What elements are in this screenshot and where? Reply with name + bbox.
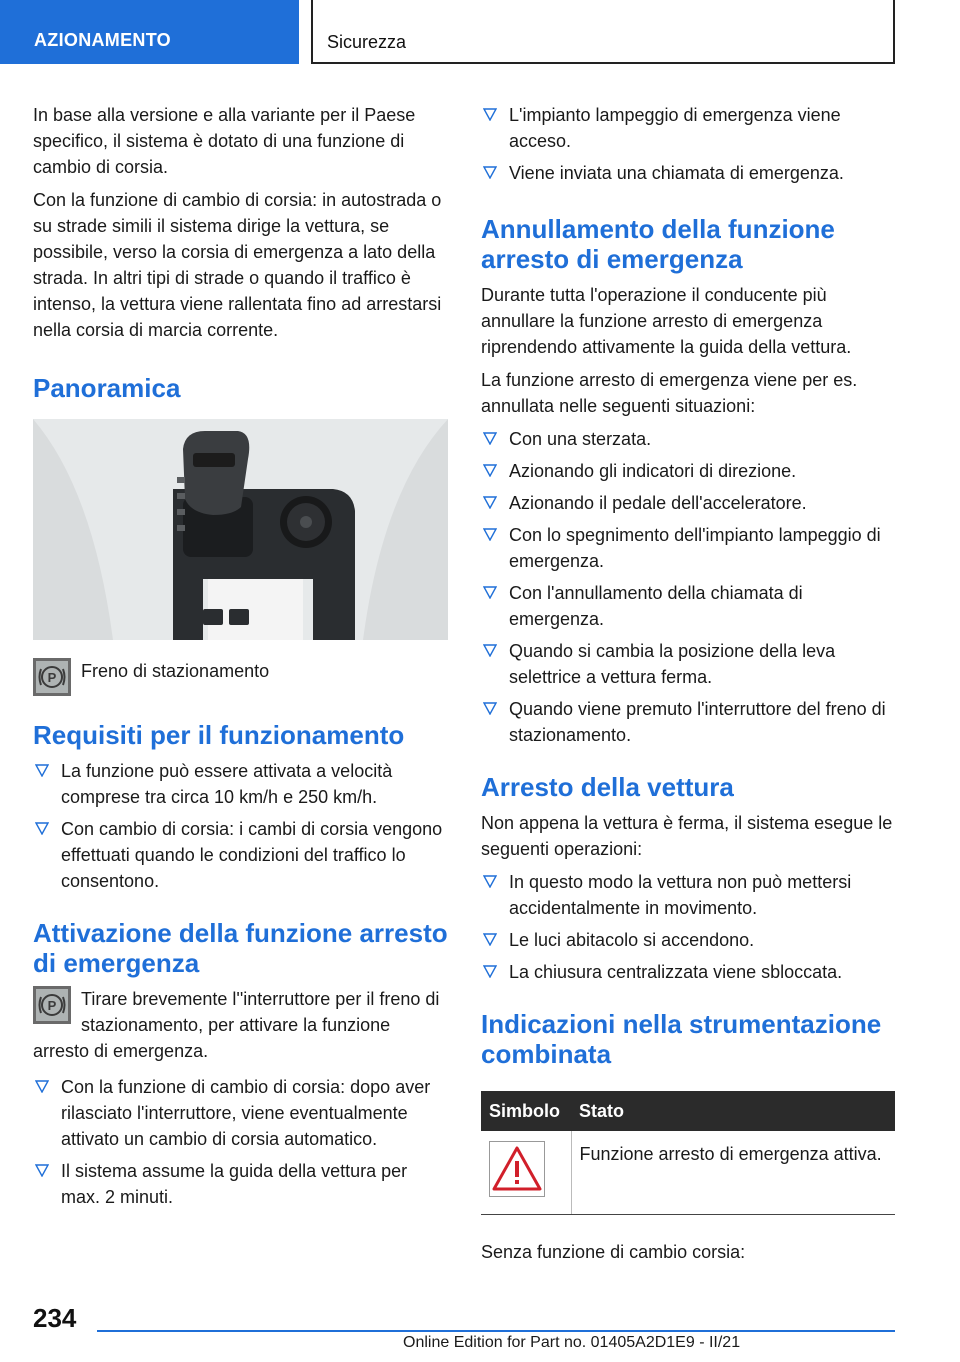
intro-paragraph-2: Con la funzione di cambio di corsia: in autostrada o su strade simili il sistema dirige la vettura, se possibile, verso la corsia di emergenza a lato della strada. In altri tipi di strade o quando il traffico è intenso, la vettura viene rallentata fino ad arrestarsi nella corsia di marcia corrente. [33,190,442,340]
activation-list [33,1074,448,1210]
parking-brake-icon [33,986,71,1024]
svg-text:P: P [47,998,57,1013]
list-item: Azionando il pedale dell'acceleratore. [481,490,895,516]
requirements-heading: Requisiti per il funzionamento [33,720,405,750]
triangle-bullet-icon [483,495,497,509]
stop-paragraph: Non appena la vettura è ferma, il sistema esegue le seguenti operazioni: [481,813,893,859]
activation-heading: Attivazione della funzione arresto di emergenza [33,918,448,978]
table-row [481,1131,895,1215]
triangle-bullet-icon [483,527,497,541]
list-item: Le luci abitacolo si accendono. [481,927,895,953]
column-state: Stato [571,1091,895,1131]
triangle-bullet-icon [483,643,497,657]
triangle-bullet-icon [483,874,497,888]
emergency-actions-list [481,102,895,186]
left-column [33,102,448,1216]
list-item: L'impianto lampeggio di emergenza viene acceso. [481,102,895,154]
indicator-table [481,1091,895,1215]
requirements-list [33,758,448,894]
intro-paragraph-1: In base alla versione e alla variante per il Paese specifico, il sistema è dotato di una funzione di cambio di corsia. [33,105,416,177]
list-item: Con cambio di corsia: i cambi di corsia vengono effettuati quando le condizioni del traffico lo consentono. [33,816,448,894]
right-column [481,102,895,1265]
list-item: Quando viene premuto l'interruttore del freno di stazionamento. [481,696,895,748]
cancel-paragraph-2: La funzione arresto di emergenza viene per es. annullata nelle seguenti situazioni: [481,370,858,416]
triangle-bullet-icon [35,821,49,835]
triangle-bullet-icon [35,1163,49,1177]
list-item: In questo modo la vettura non può mettersi accidentalmente in movimento. [481,869,895,921]
list-item: Il sistema assume la guida della vettura per max. 2 minuti. [33,1158,448,1210]
svg-text:P: P [47,670,57,685]
state-cell: Funzione arresto di emergenza attiva. [571,1131,895,1215]
parking-brake-caption [33,658,448,702]
list-item: La funzione può essere attivata a velocità comprese tra circa 10 km/h e 250 km/h. [33,758,448,810]
overview-heading: Panoramica [33,373,181,403]
parking-brake-icon [33,658,71,696]
triangle-bullet-icon [483,701,497,715]
footer-divider [97,1330,895,1332]
stop-list [481,869,895,985]
triangle-bullet-icon [35,1079,49,1093]
activation-text: Tirare brevemente l''interruttore per il freno di stazionamento, per attivare la funzione arresto di emergenza. [33,989,440,1061]
triangle-bullet-icon [483,932,497,946]
triangle-bullet-icon [483,585,497,599]
column-symbol: Simbolo [481,1091,571,1131]
triangle-bullet-icon [483,165,497,179]
list-item: Azionando gli indicatori di direzione. [481,458,895,484]
list-item: Quando si cambia la posizione della leva selettrice a vettura ferma. [481,638,895,690]
cancel-heading: Annullamento della funzione arresto di emergenza [481,214,835,274]
list-item: Con la funzione di cambio di corsia: dopo aver rilasciato l'interruttore, viene eventualmente attivato un cambio di corsia automatico. [33,1074,448,1152]
footer-edition: Online Edition for Part no. 01405A2D1E9 - II/21 [403,1334,741,1351]
list-item: La chiusura centralizzata viene sbloccata. [481,959,895,985]
parking-brake-label: Freno di stazionamento [81,661,270,681]
gear-selector-photo [33,419,448,640]
chapter-tab: AZIONAMENTO [0,0,299,64]
cancel-paragraph-1: Durante tutta l'operazione il conducente più annullare la funzione arresto di emergenza riprendendo attivamente la guida della vettura. [481,285,852,357]
list-item: Con una sterzata. [481,426,895,452]
triangle-bullet-icon [483,107,497,121]
activation-instruction [33,986,448,1064]
warning-triangle-icon [489,1141,545,1197]
closing-text: Senza funzione di cambio corsia: [481,1242,746,1262]
list-item: Con lo spegnimento dell'impianto lampeggio di emergenza. [481,522,895,574]
page-number: 234 [33,1303,77,1333]
stop-heading: Arresto della vettura [481,772,734,802]
indicators-heading: Indicazioni nella strumentazione combinata [481,1009,882,1069]
table-header-row [481,1091,895,1131]
triangle-bullet-icon [483,964,497,978]
cancel-list [481,426,895,748]
section-title: Sicurezza [311,0,895,64]
symbol-cell [481,1131,571,1215]
triangle-bullet-icon [483,463,497,477]
triangle-bullet-icon [483,431,497,445]
list-item: Viene inviata una chiamata di emergenza. [481,160,895,186]
triangle-bullet-icon [35,763,49,777]
list-item: Con l'annullamento della chiamata di emergenza. [481,580,895,632]
